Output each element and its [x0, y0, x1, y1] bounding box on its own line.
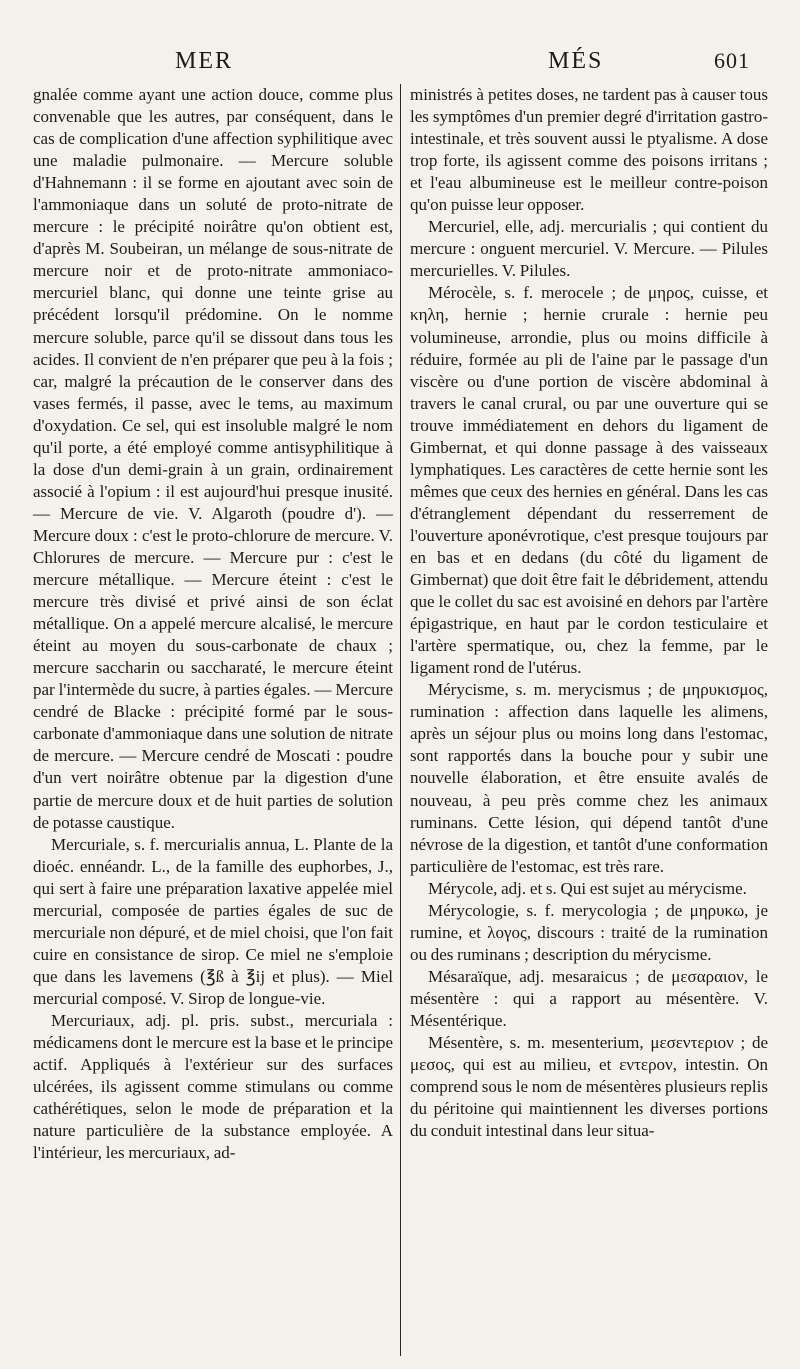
entry-mercuriale: Mercuriale, s. f. mercurialis annua, L. Plante de la dioéc. ennéandr. L., de la famille des euphorbes, J., qui sert à faire une préparation laxative appelée miel mercurial, composée de parties égales de suc de mercuriale non dépuré, et de miel choisi, que l'on fait cuire en consistance de sirop. Ce miel ne s'emploie que dans les lavemens (℥ß à ℥ij et plus). — Miel mercurial composé. V. Sirop de longue-vie.: [33, 834, 393, 1008]
running-head: [0, 48, 800, 84]
entry-mesentere: Mésentère, s. m. mesenterium, μεσεντεριον ; de μεσος, qui est au milieu, et εντερον, intestin. On comprend sous le nom de mésentères plusieurs replis du péritoine qui maintiennent les diverses portions du conduit intestinal dans leur situa-: [410, 1033, 768, 1141]
entry-mercure-continued: gnalée comme ayant une action douce, comme plus convenable que les autres, par conséquent, dans le cas de complication d'une affection syphilitique avec une maladie pulmonaire. — Mercure soluble d'Hahnemann : il se forme en ajoutant avec soin de l'ammoniaque dans un soluté de proto-nitrate de mercure : le précipité noirâtre qu'on obtient est, d'après M. Soubeiran, un mélange de sous-nitrate de mercure noir et de proto-nitrate ammoniaco-mercuriel blanc, qui donne une teinte grise au précédent lorsqu'il prédomine. On le nomme mercure soluble, parce qu'il se dissout dans tous les acides. Il convient de n'en préparer que peu à la fois ; car, malgré la précaution de le conserver dans des vases fermés, il passe, avec le tems, au maximum d'oxydation. Ce sel, qui est insoluble malgré le nom qu'il porte, a été employé comme antisyphilitique à la dose d'un demi-grain à un grain, ordinairement associé à l'opium : il est aujourd'hui presque inusité. — Mercure de vie. V. Algaroth (poudre d'). — Mercure doux : c'est le proto-chlorure de mercure. V. Chlorures de mercure. — Mercure pur : c'est le mercure métallique. — Mercure éteint : c'est le mercure très divisé et privé ainsi de son éclat métallique. On a appelé mercure alcalisé, le mercure éteint au moyen du sous-carbonate de chaux ; mercure saccharin ou saccharaté, le mercure éteint par l'intermède du sucre, à parties égales. — Mercure cendré de Blacke : précipité formé par le sous-carbonate d'ammoniaque dans une solution de nitrate de mercure. — Mercure cendré de Moscati : poudre d'un vert noirâtre obtenue par la digestion d'une partie de mercure doux et de huit parties de solution de potasse caustique.: [33, 85, 393, 832]
left-column: [33, 84, 393, 1164]
running-head-left: MER: [175, 48, 234, 74]
entry-mercuriaux-continued: ministrés à petites doses, ne tardent pas à causer tous les symptômes d'un premier degré d'irritation gastro-intestinale, et très souvent aussi le ptyalisme. A dose trop forte, ils agissent comme des poisons irritans ; et l'eau albumineuse est le meilleur contre-poison qu'on puisse leur opposer.: [410, 85, 768, 215]
entry-merycole: Mérycole, adj. et s. Qui est sujet au mérycisme.: [428, 878, 747, 898]
entry-mesaraique: Mésaraïque, adj. mesaraicus ; de μεσαραιον, le mésentère : qui a rapport au mésentère. V. Mésentérique.: [410, 966, 768, 1030]
entry-merycologie: Mérycologie, s. f. merycologia ; de μηρυκω, je rumine, et λογος, discours : traité de la rumination ou des ruminans ; description du mérycisme.: [410, 900, 768, 964]
right-column: [410, 84, 768, 1142]
running-head-center: MÉS: [548, 48, 604, 74]
entry-mercuriel: Mercuriel, elle, adj. mercurialis ; qui contient du mercure : onguent mercuriel. V. Mercure. — Pilules mercurielles. V. Pilules.: [410, 217, 768, 281]
entry-merocele: Mérocèle, s. f. merocele ; de μηρος, cuisse, et κηλη, hernie ; hernie crurale : hernie peu volumineuse, arrondie, plus ou moins difficile à réduire, formée au pli de l'aine par le passage d'un viscère ou d'une portion de viscère abdominal à travers le canal crural, ou par une ouverture qui se trouve immédiatement en dehors du ligament de Gimbernat, et qui donne passage à des vaisseaux lymphatiques. Les caractères de cette hernie sont les mêmes que ceux des hernies en général. Dans les cas d'étranglement dépendant du resserrement de l'ouverture aponévrotique, c'est presque toujours par en bas et en dedans (du côté du ligament de Gimbernat) que doit être fait le débridement, attendu que le collet du sac est avoisiné en dehors par l'artère épigastrique, en haut par le cordon testiculaire et l'artère spermatique, ou, chez la femme, par le ligament rond de l'utérus.: [410, 283, 768, 678]
page-number: 601: [714, 48, 750, 73]
column-divider: [400, 84, 401, 1356]
entry-mercuriaux: Mercuriaux, adj. pl. pris. subst., mercuriala : médicamens dont le mercure est la base et le principe actif. Appliqués à l'extérieur sur des surfaces ulcérées, ils agissent comme stimulans ou comme cathérétiques, selon le mode de préparation et la nature particulière de la substance employée. A l'intérieur, les mercuriaux, ad-: [33, 1010, 393, 1163]
entry-merycisme: Mérycisme, s. m. merycismus ; de μηρυκισμος, rumination : affection dans laquelle les alimens, après un séjour plus ou moins long dans l'estomac, sont rapportés dans la bouche pour y subir une nouvelle élaboration, et être ensuite avalés de nouveau, à peu près comme chez les animaux ruminans. Cette lésion, qui dépend tantôt d'une névrose de la digestion, et tantôt d'une conformation particulière de l'estomac, est très rare.: [410, 680, 768, 876]
